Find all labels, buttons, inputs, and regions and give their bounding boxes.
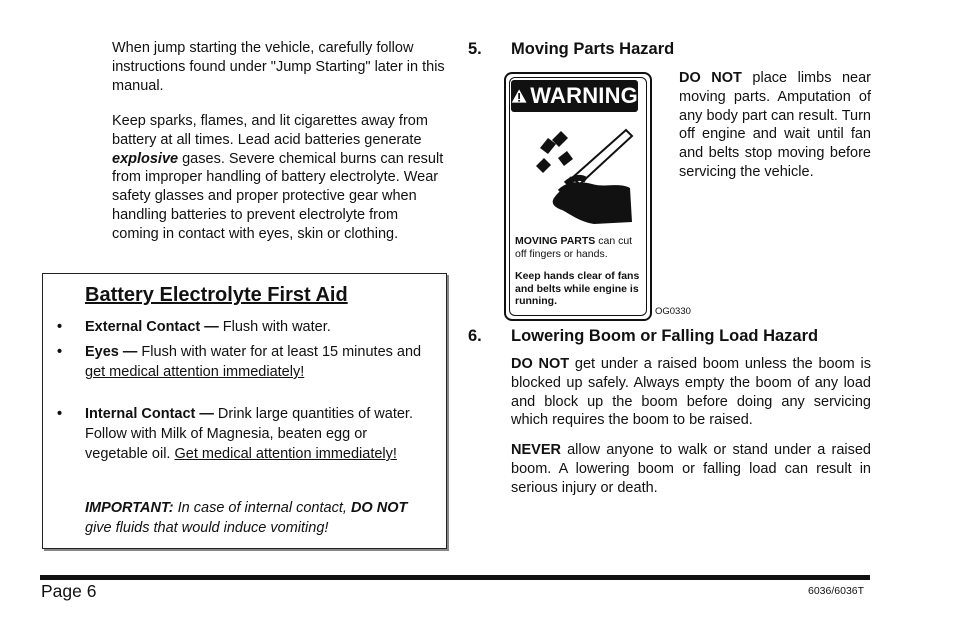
- section-5-text: DO NOT place limbs near moving parts. Amputation of any body part can result. Turn off engine and wait until fan and belts stop moving before servicing the vehicle.: [679, 70, 871, 180]
- bullet: •: [57, 406, 63, 422]
- label-moving-parts-text: MOVING PARTS can cut off fingers or hands.: [515, 235, 633, 260]
- bullet: •: [57, 344, 63, 360]
- list-item-eyes: • Eyes — Flush with water for at least 15 minutes and get medical attention immediately!: [57, 344, 422, 380]
- battery-safety-paragraph: Keep sparks, flames, and lit cigarettes away from battery at all times. Lead acid batteries generate explosive gases. Severe chemical burns can result from improper handling of battery electrolyte. Wear safety glasses and proper protective gear when handling batteries to prevent electrolyte from coming in contact with eyes, skin or clothing.: [112, 113, 444, 242]
- hand-amputation-icon: [514, 118, 638, 228]
- first-aid-box: [42, 273, 447, 549]
- footer-rule: [40, 575, 870, 580]
- list-item-external-contact: • External Contact — Flush with water.: [57, 319, 331, 335]
- warning-header: [511, 80, 638, 112]
- medical-attention-underlined: get medical attention immediately!: [85, 364, 305, 380]
- bullet: •: [57, 319, 63, 335]
- explosive-emphasis: explosive: [112, 150, 179, 167]
- jump-start-paragraph: When jump starting the vehicle, carefully follow instructions found under "Jump Starting" later in this manual.: [112, 40, 445, 94]
- list-item-internal-contact: • Internal Contact — Drink large quantities of water. Follow with Milk of Magnesia, beaten egg or vegetable oil. Get medical attention immediately!: [57, 406, 413, 462]
- section-6-number: 6.: [468, 327, 482, 345]
- important-note: IMPORTANT: In case of internal contact, DO NOT give fluids that would induce vomiting!: [85, 500, 408, 536]
- section-5-number: 5.: [468, 40, 482, 58]
- section-6-paragraph-1: DO NOT get under a raised boom unless the boom is blocked up safely. Always empty the boom of any load and block up the boom before doing any servicing which requires the boom to be raised.: [511, 356, 871, 429]
- warning-word: WARNING: [530, 83, 638, 108]
- medical-attention-underlined: Get medical attention immediately!: [174, 446, 397, 462]
- section-6-paragraph-2: NEVER allow anyone to walk or stand under a raised boom. A lowering boom or falling load can result in serious injury or death.: [511, 442, 871, 496]
- section-5-title: Moving Parts Hazard: [511, 40, 675, 58]
- first-aid-title: Battery Electrolyte First Aid: [85, 284, 348, 306]
- section-6-title: Lowering Boom or Falling Load Hazard: [511, 327, 819, 345]
- label-keep-hands-text: Keep hands clear of fans and belts while engine is running.: [515, 270, 640, 307]
- warning-label-image: [504, 72, 652, 321]
- page-number: Page 6: [41, 581, 97, 601]
- warning-triangle-icon: [511, 86, 527, 106]
- model-number: 6036/6036T: [808, 585, 865, 597]
- figure-code: OG0330: [655, 306, 691, 317]
